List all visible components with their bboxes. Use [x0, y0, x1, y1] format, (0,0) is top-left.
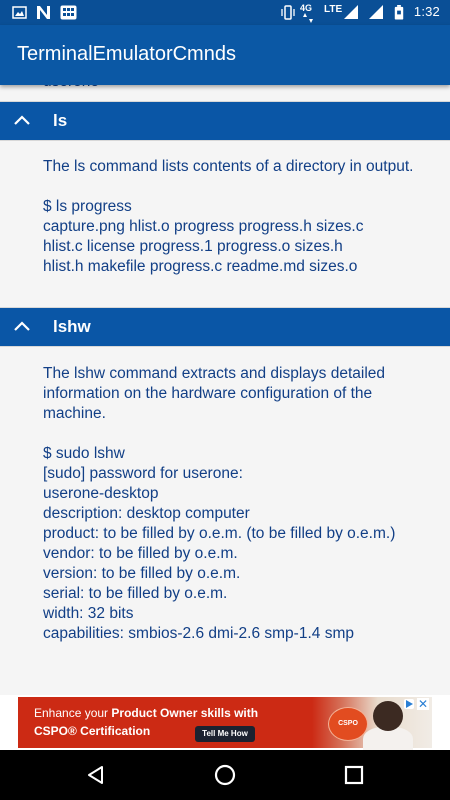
example-line: vendor: to be filled by o.e.m.: [43, 545, 238, 562]
app-title: TerminalEmulatorCmnds: [17, 43, 236, 65]
spacer: [43, 424, 435, 444]
example-line: $ ls progress: [43, 198, 132, 215]
section-description: The ls command lists contents of a directory in output.: [43, 158, 414, 175]
example-line: description: desktop computer: [43, 505, 250, 522]
example-line: hlist.h makefile progress.c readme.md sizes.o: [43, 258, 358, 275]
apps-notification-icon: [60, 5, 77, 20]
status-bar: [0, 0, 450, 25]
section-header-ls[interactable]: [0, 101, 450, 141]
example-line: width: 32 bits: [43, 605, 134, 622]
ad-banner[interactable]: [18, 697, 432, 748]
navigation-bar: [0, 750, 450, 800]
back-icon[interactable]: [84, 763, 108, 787]
ad-cta-button[interactable]: Tell Me How: [195, 726, 255, 742]
section-body-ls: [43, 157, 435, 277]
example-line: [sudo] password for userone:: [43, 465, 243, 482]
example-line: version: to be filled by o.e.m.: [43, 565, 241, 582]
ad-headline-prefix: Enhance your: [34, 706, 112, 720]
chevron-up-icon: [13, 114, 31, 126]
ad-choices-icon[interactable]: [404, 699, 414, 709]
example-line: userone-desktop: [43, 485, 159, 502]
signal-icon-2: [369, 5, 383, 20]
vibrate-icon: [280, 5, 296, 20]
recents-icon[interactable]: [342, 763, 366, 787]
data-arrows-icon: [303, 13, 313, 23]
example-line: serial: to be filled by o.e.m.: [43, 585, 228, 602]
lte-label: LTE: [324, 4, 343, 15]
app-bar: [0, 25, 450, 85]
close-icon[interactable]: ✕: [417, 697, 429, 711]
image-notification-icon: [12, 5, 27, 20]
n-notification-icon: [36, 5, 51, 20]
ad-headline: [34, 706, 258, 720]
chevron-up-icon: [13, 320, 31, 332]
example-line: capture.png hlist.o progress progress.h sizes.c: [43, 218, 364, 235]
spacer: [43, 177, 435, 197]
signal-icon: [344, 5, 358, 20]
section-title: ls: [53, 111, 68, 130]
ad-banner-area: [0, 695, 450, 750]
ad-cspo-badge: CSPO: [328, 707, 368, 741]
example-line: product: to be filled by o.e.m. (to be filled by o.e.m.): [43, 525, 396, 542]
example-line: $ sudo lshw: [43, 445, 125, 462]
section-description: The lshw command extracts and displays detailed information on the hardware configuration of the machine.: [43, 365, 386, 422]
section-body-lshw: [43, 364, 435, 644]
ad-headline-bold: Product Owner skills with: [111, 706, 259, 720]
network-type-label: 4G: [300, 3, 313, 13]
command-list[interactable]: [0, 85, 450, 695]
home-icon[interactable]: [213, 763, 237, 787]
section-title: lshw: [53, 317, 91, 336]
ad-person-head: [373, 701, 403, 731]
example-line: hlist.c license progress.1 progress.o sizes.h: [43, 238, 343, 255]
example-line: capabilities: smbios-2.6 dmi-2.6 smp-1.4 smp: [43, 625, 354, 642]
ad-subheadline: CSPO® Certification: [34, 724, 151, 738]
section-header-lshw[interactable]: [0, 307, 450, 347]
status-time: 1:32: [413, 4, 440, 19]
battery-icon: [394, 5, 404, 20]
